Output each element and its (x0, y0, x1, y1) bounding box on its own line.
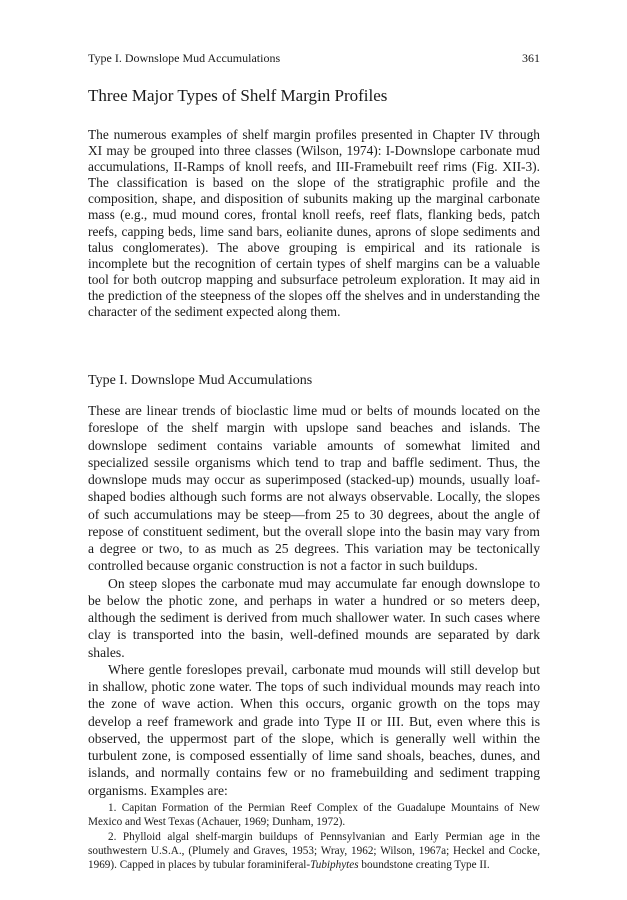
page-number: 361 (522, 51, 540, 65)
section-title: Three Major Types of Shelf Margin Profiles (88, 86, 388, 105)
example-item: 1. Capitan Formation of the Permian Reef Complex of the Guadalupe Mountains of New Mexico and West Texas (Achauer, 1969; Dunham, 1972). (88, 801, 540, 828)
intro-paragraph: The numerous examples of shelf margin profiles presented in Chapter IV through XI may be grouped into three classes (Wilson, 1974): I-Downslope carbonate mud accumulations, II-Ramps of knoll reefs, and III-Framebuilt reef rims (Fig. XII-3). The classification is based on the slope of the stratigraphic profile and the composition, shape, and disposition of subunits making up the marginal carbonate mass (e.g., mud mound cores, frontal knoll reefs, reef flats, flanking beds, patch reefs, capping beds, lime sand bars, eolianite dunes, aprons of slope sediments and talus conglomerates). The above grouping is empirical and its rationale is incomplete but the recognition of certain types of shelf margins can be a valuable tool for both outcrop mapping and subsurface petroleum exploration. It may aid in the prediction of the steepness of the slopes off the shelves and in understanding the character of the sediment expected along them. (88, 127, 540, 320)
example-text: 2. Phylloid algal shelf-margin buildups of Pennsylvanian and Early Permian age in the southwestern U.S.A., (Plumely and Graves, 1953; Wray, 1962; Wilson, 1967a; Heckel and Cocke, 1969). Capped in places by tubular foraminiferal- (88, 831, 540, 872)
paragraph: Where gentle foreslopes prevail, carbonate mud mounds will still develop but in shallow, photic zone water. The tops of such individual mounds may reach into the zone of wave action. When this occurs, organic growth on the tops may develop a reef framework and grade into Type II or III. But, even where this is observed, the uppermost part of the slope, which is generally well within the turbulent zone, is composed essentially of lime sand shoals, beaches, dunes, and islands, and normally contains few or no framebuilding and sediment trapping organisms. Examples are: (88, 661, 540, 798)
running-title: Type I. Downslope Mud Accumulations (88, 51, 281, 65)
book-page (88, 50, 540, 872)
genus-name: Tubiphytes (310, 859, 359, 872)
paragraph: These are linear trends of bioclastic lime mud or belts of mounds located on the foreslope of the shelf margin with upslope sand beaches and islands. The downslope sediment contains variable amounts of somewhat limited and specialized sessile organisms which tend to trap and baffle sediment. Thus, the downslope muds may occur as superimposed (stacked-up) mounds, usually loaf-shaped bodies although such forms are not always observable. Locally, the slopes of such accumulations may be steep—from 25 to 30 degrees, about the angle of repose of constituent sediment, but the overall slope into the basin may vary from a degree or two, to as much as 25 degrees. This variation may be tectonically controlled because organic construction is not a factor in such buildups. (88, 403, 540, 574)
body-text (88, 402, 540, 799)
running-head (88, 50, 540, 66)
examples-list (88, 801, 540, 872)
subsection-title: Type I. Downslope Mud Accumulations (88, 373, 313, 389)
example-text: boundstone creating Type II. (358, 859, 490, 872)
example-item (88, 830, 540, 872)
paragraph: On steep slopes the carbonate mud may accumulate far enough downslope to be below the photic zone, and perhaps in water a hundred or so meters deep, although the sediment is derived from much shallower water. In such cases where clay is transported into the basin, well-defined mounds are separated by dark shales. (88, 575, 540, 660)
